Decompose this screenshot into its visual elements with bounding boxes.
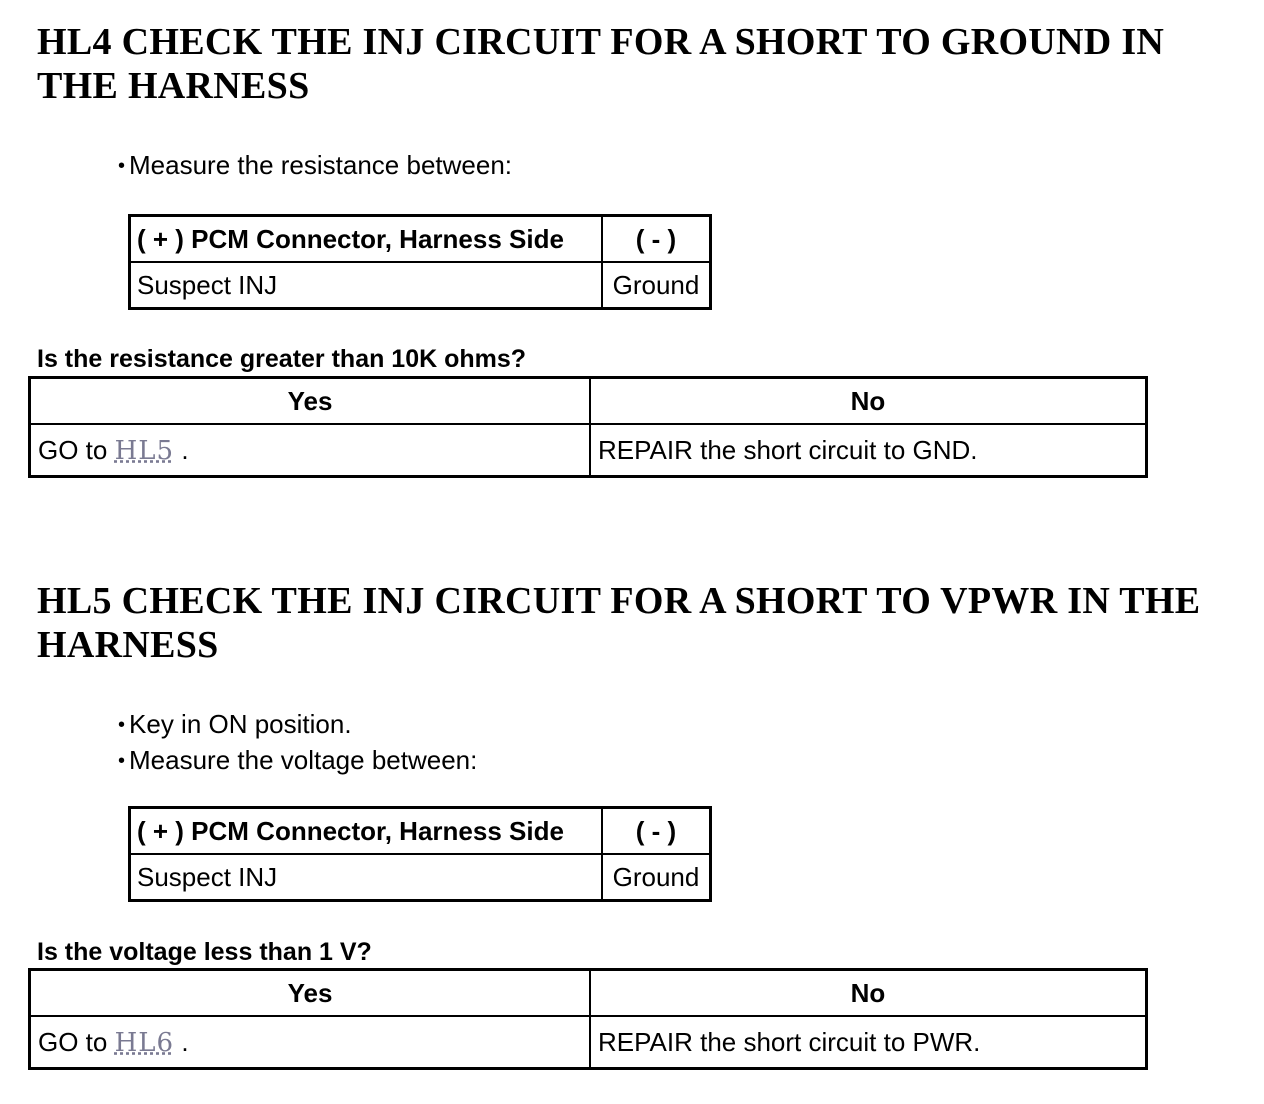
instruction-item: • Key in ON position. [118,708,477,744]
instruction-item: • Measure the resistance between: [118,149,512,185]
header-positive: ( + ) PCM Connector, Harness Side [130,808,603,855]
yes-action-suffix: . [181,1026,189,1057]
measurement-table [128,806,712,902]
cell-positive: Suspect INJ [130,262,603,309]
yes-action-suffix: . [181,434,189,465]
step-title-line1: HL5 CHECK THE INJ CIRCUIT FOR A SHORT TO VPWR IN THE [37,580,1201,622]
step-title-line2: THE HARNESS [37,65,310,107]
cell-negative: Ground [602,262,711,309]
step-title [37,20,1164,108]
measurement-table [128,214,712,310]
goto-hl6-link[interactable]: HL6 [114,1027,175,1058]
step-title-line1: HL4 CHECK THE INJ CIRCUIT FOR A SHORT TO GROUND IN [37,21,1165,63]
header-positive: ( + ) PCM Connector, Harness Side [130,216,603,263]
instruction-item: • Measure the voltage between: [118,744,477,780]
header-negative: ( - ) [602,808,711,855]
yes-header: Yes [30,378,591,425]
decision-table [28,968,1148,1070]
goto-hl5-link[interactable]: HL5 [114,435,175,466]
cell-negative: Ground [602,854,711,901]
question-text: Is the voltage less than 1 V? [37,938,372,966]
header-negative: ( - ) [602,216,711,263]
yes-action [30,424,591,477]
yes-action-prefix: GO to [38,434,108,465]
no-header: No [590,970,1147,1017]
yes-header: Yes [30,970,591,1017]
yes-action [30,1016,591,1069]
no-action: REPAIR the short circuit to PWR. [590,1016,1147,1069]
step-title-line2: HARNESS [37,624,219,666]
instruction-list [118,708,477,780]
step-title [37,579,1200,667]
cell-positive: Suspect INJ [130,854,603,901]
no-action: REPAIR the short circuit to GND. [590,424,1147,477]
no-header: No [590,378,1147,425]
yes-action-prefix: GO to [38,1026,108,1057]
instruction-list [118,149,512,185]
question-text: Is the resistance greater than 10K ohms? [37,345,527,373]
decision-table [28,376,1148,478]
